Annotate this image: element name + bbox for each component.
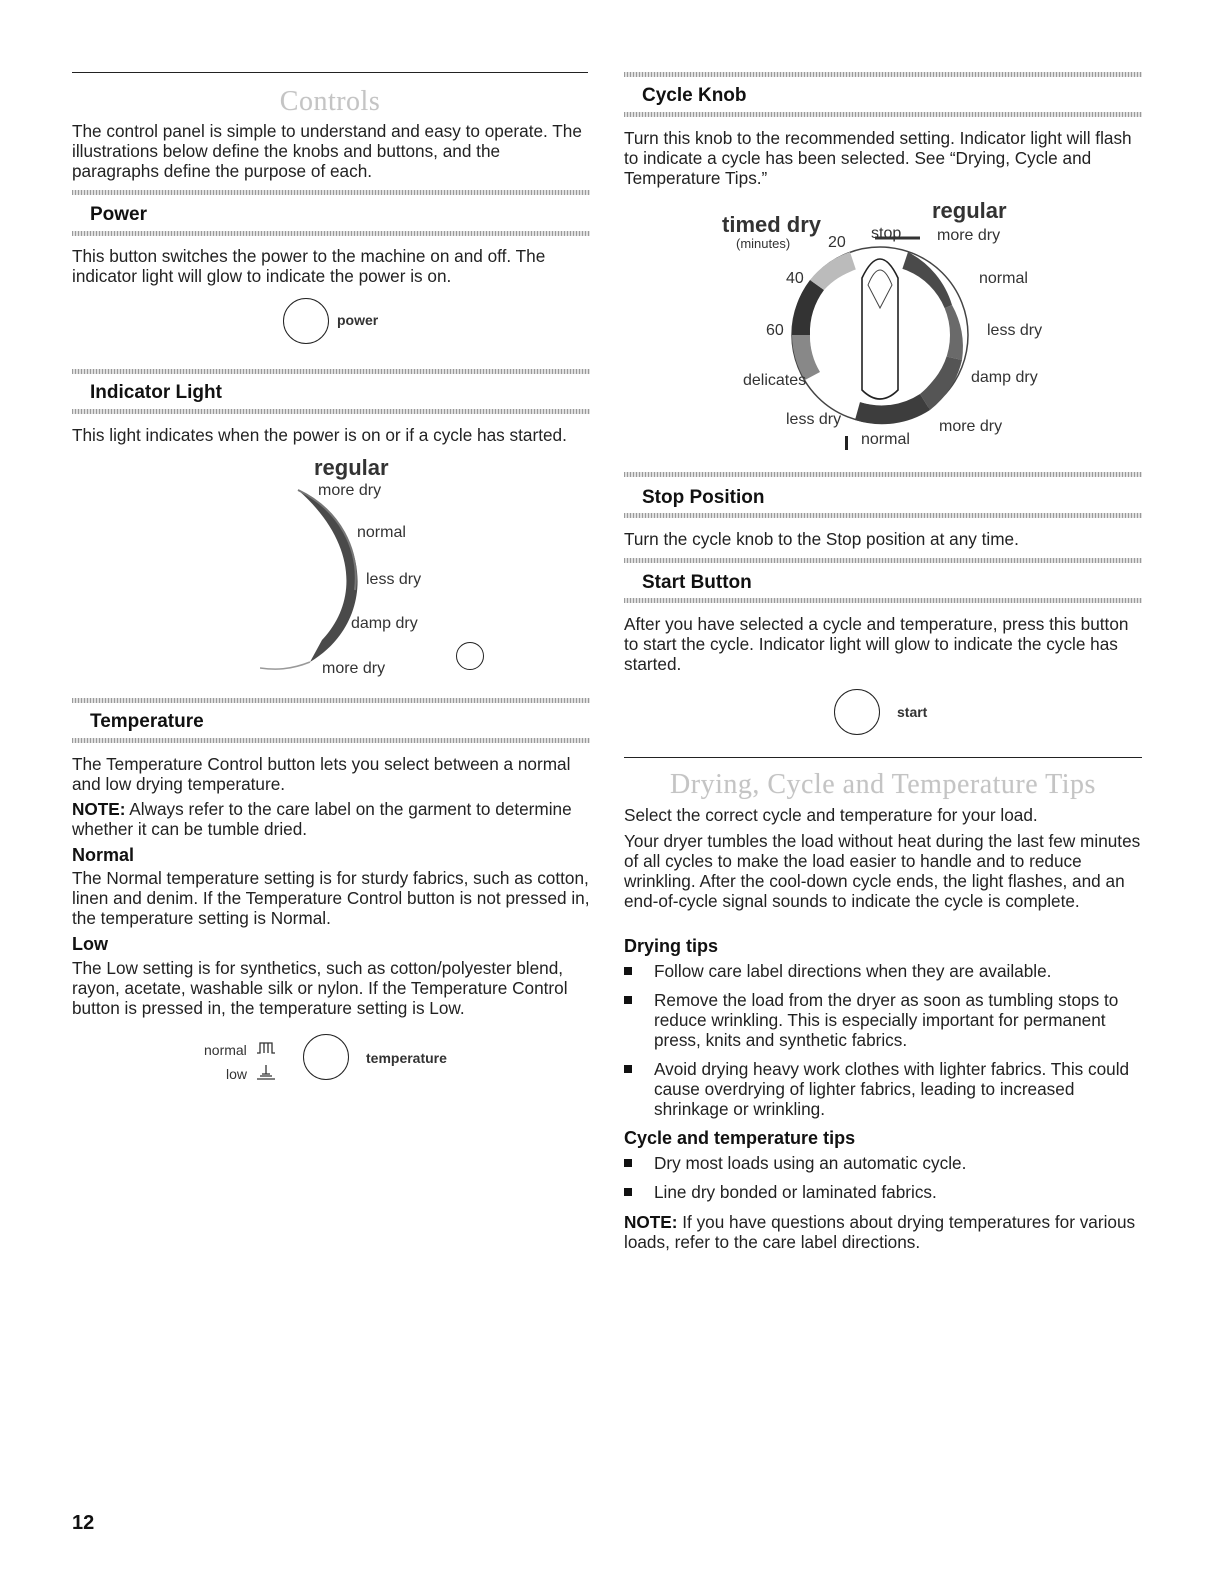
timed-dry-label: timed dry — [722, 212, 822, 237]
list-item: Avoid drying heavy work clothes with lighter fabrics. This could cause overdrying of lighter fabrics, leading to increased shrinkage or wrinkling. — [624, 1059, 1144, 1123]
indicator-arc-graphic — [260, 480, 380, 690]
indicator-label: more dry — [322, 660, 386, 677]
normal-text: The Normal temperature setting is for sturdy fabrics, such as cotton, linen and denim. If the Temperature Control button is not pressed in, the temperature setting is Normal. — [72, 868, 590, 928]
list-item: Line dry bonded or laminated fabrics. — [624, 1182, 1144, 1204]
power-button-label: power — [337, 312, 379, 328]
normal-right-label: normal — [979, 270, 1028, 287]
min-60-label: 60 — [766, 322, 784, 339]
tips-rule — [624, 757, 1142, 758]
stop-label: stop — [871, 225, 902, 242]
tips-p2: Your dryer tumbles the load without heat during the last few minutes of all cycles to make the load easier to handle and to reduce wrinkling. After the cool-down cycle ends, the light flashes, and an end-of-cycle signal sounds to indicate the cycle is complete. — [624, 831, 1141, 911]
list-item: Remove the load from the dryer as soon as tumbling stops to reduce wrinkling. This is especially important for permanent press, knits and synthetic fabrics. — [624, 990, 1144, 1054]
temperature-text: The Temperature Control button lets you select between a normal and low drying temperature. — [72, 754, 571, 794]
list-item: Dry most loads using an automatic cycle. — [624, 1153, 1144, 1175]
divider — [624, 72, 1142, 77]
start-text: After you have selected a cycle and temperature, press this button to start the cycle. Indicator light will glow to indicate the cycle has started. — [624, 614, 1129, 674]
temp-normal-label: normal — [204, 1042, 247, 1058]
temperature-heading: Temperature — [90, 711, 204, 732]
divider — [624, 558, 1142, 563]
power-heading: Power — [90, 204, 148, 225]
normal-bottom-label: normal — [861, 431, 910, 448]
indicator-light — [456, 642, 484, 670]
divider — [624, 472, 1142, 477]
divider — [624, 513, 1142, 518]
tips-p1: Select the correct cycle and temperature for your load. — [624, 805, 1038, 825]
temperature-button-label: temperature — [366, 1050, 447, 1066]
divider — [72, 369, 590, 374]
low-text: The Low setting is for synthetics, such as cotton/polyester blend, rayon, acetate, washable silk or nylon. If the Temperature Control button is pressed in, the temperature setting is Low. — [72, 958, 568, 1018]
page-number: 12 — [72, 1512, 95, 1534]
cycle-tips-heading: Cycle and temperature tips — [624, 1128, 856, 1148]
cycle-knob-heading: Cycle Knob — [642, 85, 747, 106]
start-button[interactable] — [834, 689, 880, 735]
divider — [624, 112, 1142, 117]
normal-temp-icon — [256, 1041, 276, 1055]
cycle-knob-text: Turn this knob to the recommended setting. Indicator light will flash to indicate a cycle has been selected. See “Drying, Cycle and Temperature Tips.” — [624, 128, 1132, 188]
list-item: Follow care label directions when they are available. — [624, 961, 1144, 983]
less-dry-bottom-label: less dry — [786, 411, 842, 428]
min-40-label: 40 — [786, 270, 804, 287]
more-dry-bottom-label: more dry — [939, 418, 1003, 435]
tips-note: NOTE: If you have questions about drying temperatures for various loads, refer to the care label directions. — [624, 1212, 1136, 1252]
indicator-label: more dry — [318, 482, 382, 499]
drying-tips-heading: Drying tips — [624, 936, 719, 956]
min-20-label: 20 — [828, 234, 846, 251]
start-button-label: start — [897, 704, 928, 720]
delicates-label: delicates — [743, 372, 807, 389]
indicator-text: This light indicates when the power is on or if a cycle has started. — [72, 425, 567, 445]
regular-label: regular — [932, 198, 1007, 223]
power-button[interactable] — [283, 298, 329, 344]
normal-heading: Normal — [72, 845, 135, 865]
normal-marker — [845, 436, 848, 450]
more-dry-top-label: more dry — [937, 227, 1001, 244]
stop-heading: Stop Position — [642, 487, 765, 508]
damp-dry-right-label: damp dry — [971, 369, 1038, 386]
temperature-button[interactable] — [303, 1034, 349, 1080]
stop-text: Turn the cycle knob to the Stop position at any time. — [624, 529, 1019, 549]
indicator-label: normal — [357, 524, 406, 541]
divider — [72, 738, 590, 743]
controls-title: Controls — [279, 86, 381, 117]
start-heading: Start Button — [642, 572, 752, 593]
indicator-heading: Indicator Light — [90, 382, 222, 403]
divider — [624, 598, 1142, 603]
low-temp-icon — [256, 1064, 276, 1080]
divider — [72, 409, 590, 414]
temp-low-label: low — [226, 1066, 248, 1082]
divider — [72, 231, 590, 236]
top-rule-left — [72, 72, 588, 73]
temperature-note: NOTE: Always refer to the care label on the garment to determine whether it can be tumble dried. — [72, 799, 572, 839]
divider — [72, 698, 590, 703]
minutes-label: (minutes) — [736, 236, 791, 251]
controls-intro: The control panel is simple to understand and easy to operate. The illustrations below define the knobs and buttons, and the paragraphs define the purpose of each. — [72, 121, 582, 181]
divider — [72, 190, 590, 195]
low-heading: Low — [72, 934, 108, 954]
less-dry-right-label: less dry — [987, 322, 1043, 339]
power-text: This button switches the power to the machine on and off. The indicator light will glow to indicate the power is on. — [72, 246, 546, 286]
indicator-label: less dry — [366, 571, 422, 588]
tips-title: Drying, Cycle and Temperature Tips — [670, 769, 1096, 800]
indicator-label: damp dry — [351, 615, 418, 632]
indicator-regular-label: regular — [314, 455, 389, 480]
